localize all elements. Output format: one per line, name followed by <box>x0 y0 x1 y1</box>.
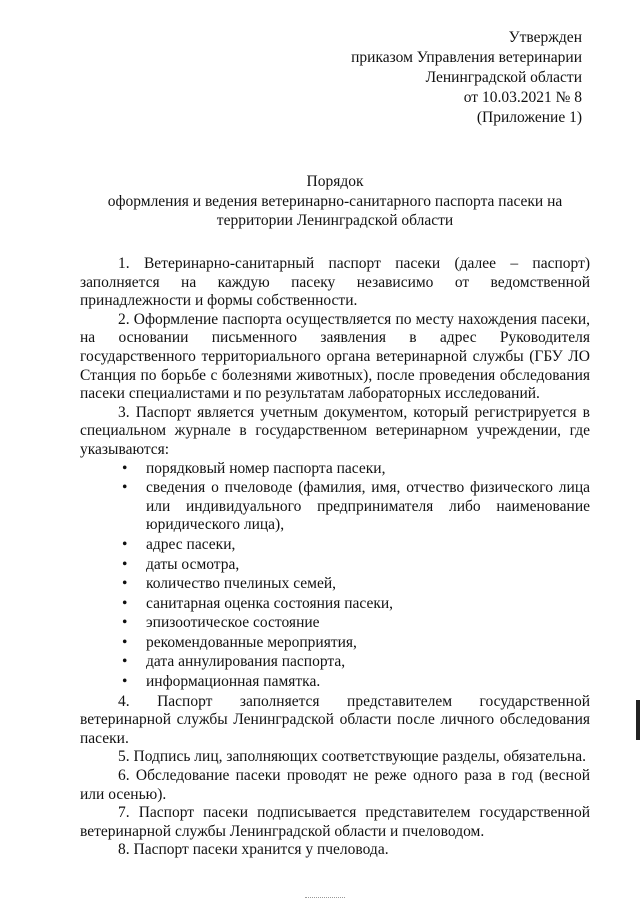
document-title <box>80 172 590 230</box>
list-item: • сведения о пчеловоде (фамилия, имя, отчество физического лица или индивидуального предпринимателя либо наименование юридического лица), <box>122 479 590 534</box>
list-item: • адрес пасеки, <box>122 535 236 553</box>
approval-line-appendix: (Приложение 1) <box>476 109 582 126</box>
list-item: • информационная памятка. <box>122 673 321 691</box>
bullet-icon: • <box>122 633 128 651</box>
title-line-3: территории Ленинградской области <box>216 212 454 229</box>
paragraph-4: 4. Паспорт заполняется представителем государственной ветеринарной службы Ленинградской области после личного обследования пасеки. <box>80 692 590 747</box>
bullet-icon: • <box>122 653 128 671</box>
scan-edge-mark <box>636 700 640 740</box>
approval-line-region: Ленинградской области <box>425 69 582 86</box>
paragraph-1: 1. Ветеринарно-санитарный паспорт пасеки (далее – паспорт) заполняется на каждую пасеку независимо от ведомственной принадлежности и формы собственности. <box>80 255 590 310</box>
bullet-icon: • <box>122 575 128 593</box>
list-item: • даты осмотра, <box>122 555 240 573</box>
bullet-icon: • <box>122 535 128 553</box>
bullet-icon: • <box>122 594 128 612</box>
approval-line-order: приказом Управления ветеринарии <box>351 49 582 66</box>
bullet-icon: • <box>122 459 128 477</box>
scan-footer-mark <box>305 897 345 900</box>
approval-block <box>351 28 582 128</box>
paragraph-2: 2. Оформление паспорта осуществляется по месту нахождения пасеки, на основании письменного заявления в адрес Руководителя государственного территориального органа ветеринарной службы (ГБУ ЛО Станция по борьбе с болезнями животных), после проведения обследования пасеки специалистами и по результатам лабораторных исследований. <box>80 310 590 403</box>
title-line-2: оформления и ведения ветеринарно-санитарного паспорта пасеки на <box>107 193 563 210</box>
title-line-1: Порядок <box>306 173 364 190</box>
list-item: • рекомендованные мероприятия, <box>122 633 357 651</box>
paragraph-3: 3. Паспорт является учетным документом, который регистрируется в специальном журнале в государственном ветеринарном учреждении, где указываются: <box>80 403 590 458</box>
bullet-icon: • <box>122 614 128 632</box>
list-item: • порядковый номер паспорта пасеки, <box>122 459 386 477</box>
register-fields-list <box>80 460 590 692</box>
paragraph-5: 5. Подпись лиц, заполняющих соответствующие разделы, обязательна. <box>118 748 587 766</box>
paragraph-6: 6. Обследование пасеки проводят не реже одного раза в год (весной или осенью). <box>80 767 590 803</box>
document-body <box>80 255 590 860</box>
list-item: • санитарная оценка состояния пасеки, <box>122 594 394 612</box>
list-item: • дата аннулирования паспорта, <box>122 653 346 671</box>
list-item: • количество пчелиных семей, <box>122 575 337 593</box>
paragraph-7: 7. Паспорт пасеки подписывается представителем государственной ветеринарной службы Ленинградской области и пчеловодом. <box>80 804 590 840</box>
paragraph-8: 8. Паспорт пасеки хранится у пчеловода. <box>118 841 389 859</box>
approval-line-date: от 10.03.2021 № 8 <box>463 89 582 106</box>
approval-line-approved: Утвержден <box>508 29 582 46</box>
list-item: • эпизоотическое состояние <box>122 614 320 632</box>
bullet-icon: • <box>122 555 128 573</box>
bullet-icon: • <box>122 479 128 497</box>
bullet-icon: • <box>122 673 128 691</box>
